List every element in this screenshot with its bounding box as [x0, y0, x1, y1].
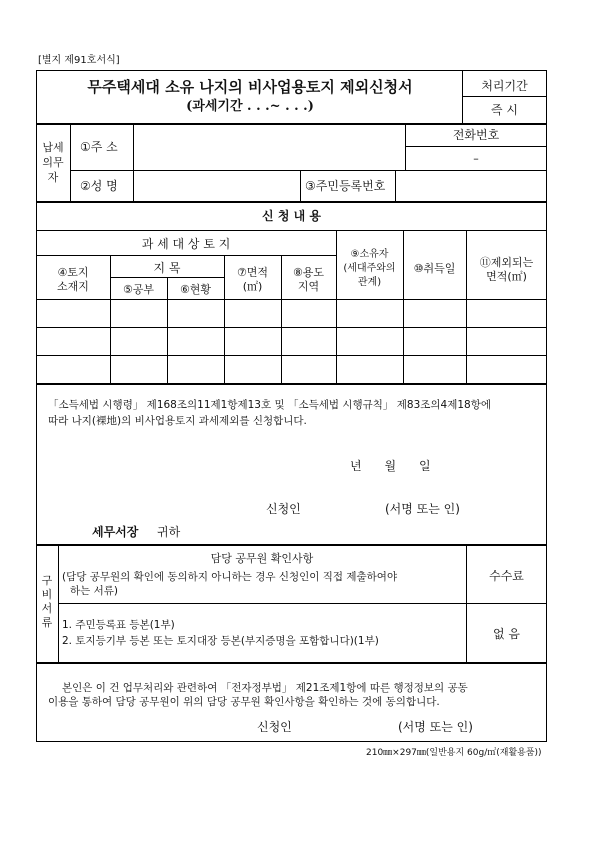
application-heading: 신 청 내 용: [262, 209, 321, 223]
address-label: ①주 소: [80, 140, 118, 154]
address-field[interactable]: [134, 124, 404, 169]
processing-value: 즉 시: [491, 103, 518, 117]
official-check-note-1: (담당 공무원의 확인에 동의하지 아니하는 경우 신청인이 직접 제출하여야: [62, 571, 398, 583]
phone-field[interactable]: –: [473, 152, 479, 165]
rrn-field[interactable]: [396, 171, 546, 200]
application-date: 년 월 일: [350, 459, 431, 473]
official-check-note-2: 하는 서류): [70, 585, 119, 597]
tax-office-chief: 세무서장: [92, 525, 139, 539]
phone-label: 전화번호: [452, 128, 500, 142]
declaration-text-1: 「소득세법 시행령」 제168조의11제1항제13호 및 「소득세법 시행규칙」 제83조의4제18항에: [48, 399, 492, 411]
tax-period: (과세기간 . . .~ . . .): [186, 99, 314, 114]
declaration-text-2: 따라 나지(裸地)의 비사업용토지 과세제외를 신청합니다.: [48, 415, 307, 427]
col-owner: ⑨소유자 (세대주와의 관계): [343, 249, 396, 288]
document-item-2: 2. 토지등기부 등본 또는 토지대장 등본(부지증명을 포함합니다)(1부): [62, 635, 379, 647]
consent-text-1: 본인은 이 건 업무처리와 관련하여 「전자정부법」 제21조제1항에 따른 행정정보의 공동: [62, 682, 468, 694]
col-area: ⑦면적 (㎡): [236, 266, 269, 293]
declaration-signature[interactable]: (서명 또는 인): [385, 502, 460, 516]
consent-text-2: 이용을 통하여 담당 공무원이 위의 담당 공무원 확인사항을 확인하는 것에 동의합니다.: [48, 696, 440, 708]
table-row[interactable]: [37, 328, 546, 355]
honorific: 귀하: [157, 525, 181, 539]
document-item-1: 1. 주민등록표 등본(1부): [62, 619, 175, 631]
col-land-location: ④토지 소재지: [57, 266, 89, 293]
col-excluded-area: ⑪제외되는 면적(㎡): [479, 256, 534, 283]
documents-section-label: 구 비 서 류: [41, 574, 53, 629]
col-land-category: 지 목: [153, 261, 181, 275]
name-field[interactable]: [134, 171, 299, 200]
name-label: ②성 명: [80, 179, 118, 193]
consent-applicant-label: 신청인: [257, 720, 292, 734]
form-number: [별지 제91호서식]: [38, 55, 120, 66]
taxable-land-heading: 과 세 대 상 토 지: [141, 237, 231, 251]
consent-signature[interactable]: (서명 또는 인): [398, 720, 473, 734]
col-official-record: ⑤공부: [122, 283, 155, 296]
col-zoning: ⑧용도 지역: [292, 266, 325, 293]
fee-label: 수수료: [489, 569, 524, 583]
col-current-status: ⑥현황: [179, 283, 212, 296]
rrn-label: ③주민등록번호: [305, 179, 386, 193]
processing-label: 처리기간: [481, 79, 528, 93]
col-acquisition-date: ⑩취득일: [413, 262, 456, 275]
form-title: 무주택세대 소유 나지의 비사업용토지 제외신청서: [87, 78, 413, 96]
fee-value: 없 음: [493, 627, 520, 641]
table-row[interactable]: [37, 356, 546, 383]
official-check-heading: 담당 공무원 확인사항: [210, 552, 314, 565]
declaration-applicant-label: 신청인: [266, 502, 301, 516]
table-row[interactable]: [37, 300, 546, 327]
paper-spec-footer: 210㎜×297㎜(일반용지 60g/㎡(재활용품)): [366, 748, 542, 758]
taxpayer-section-label: 납세 의무 자: [42, 141, 64, 184]
